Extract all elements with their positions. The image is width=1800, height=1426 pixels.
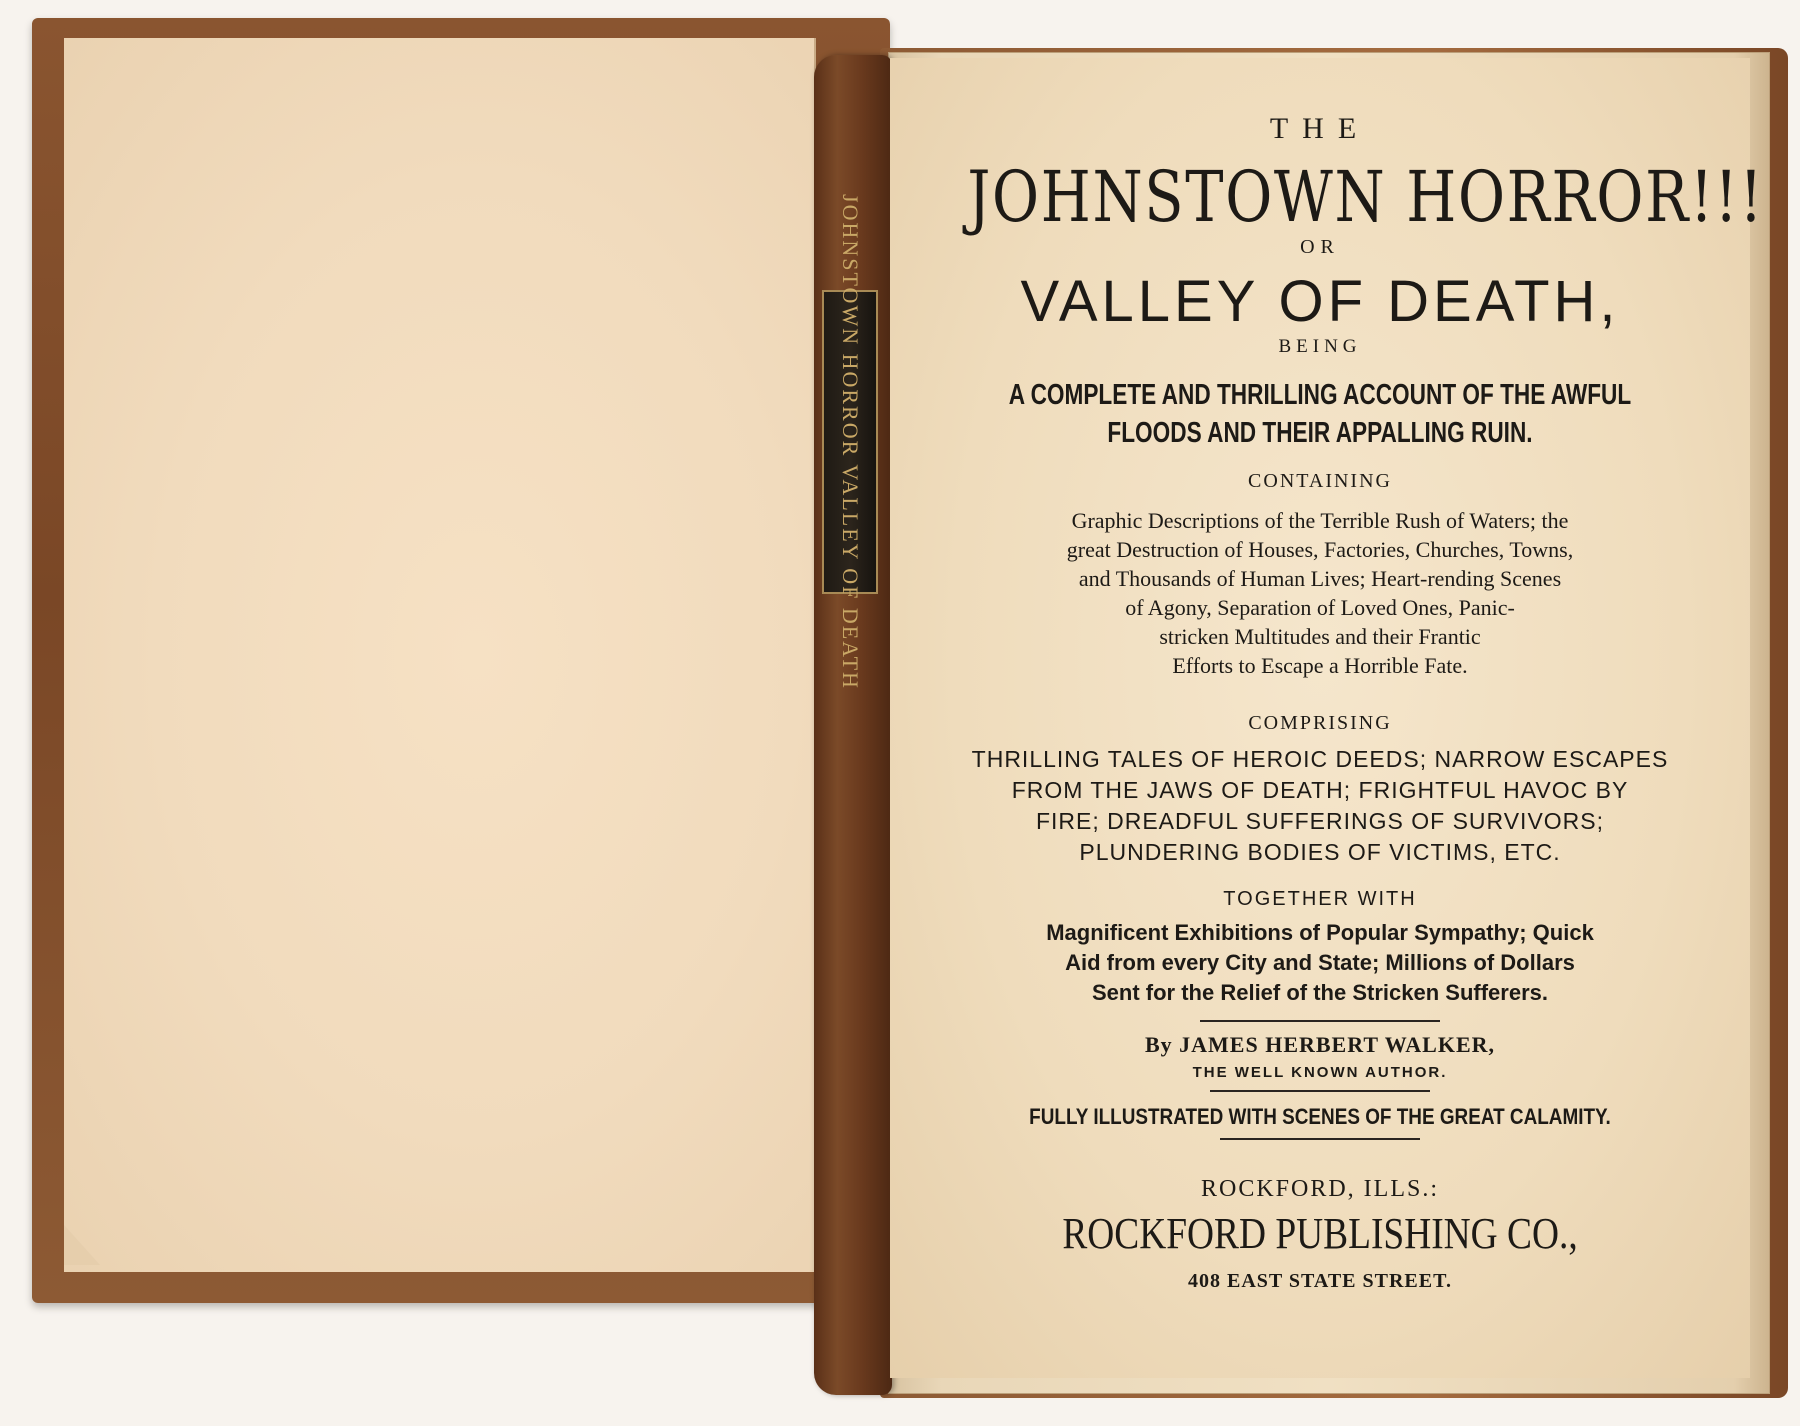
graphic-line: stricken Multitudes and their Frantic: [1159, 624, 1481, 649]
title-the: THE: [1269, 112, 1371, 145]
spine-title-text: JOHNSTOWN HORROR VALLEY OF DEATH: [838, 194, 863, 690]
magnificent-exhibitions-text: [890, 918, 1750, 1008]
magnificent-line: Magnificent Exhibitions of Popular Sympathy; Quick: [1046, 920, 1594, 945]
main-title: JOHNSTOWN HORROR!!!: [967, 156, 1765, 238]
divider-rule: [1210, 1090, 1430, 1092]
endpaper-corner-curl: [64, 1225, 100, 1265]
graphic-line: great Destruction of Houses, Factories, Churches, Towns,: [1066, 537, 1574, 562]
publisher-address: 408 EAST STATE STREET.: [1188, 1270, 1452, 1292]
subtitle: VALLEY OF DEATH,: [1020, 269, 1620, 334]
thrilling-tales-text: [890, 744, 1750, 868]
complete-line: A COMPLETE AND THRILLING ACCOUNT OF THE AWFUL: [1008, 379, 1632, 411]
title-or: OR: [1300, 236, 1340, 258]
magnificent-line: Sent for the Relief of the Stricken Sufferers.: [1092, 980, 1548, 1005]
together-with-heading: TOGETHER WITH: [1223, 888, 1417, 910]
thrilling-line: FIRE; DREADFUL SUFFERINGS OF SURVIVORS;: [1035, 808, 1605, 834]
magnificent-line: Aid from every City and State; Millions of Dollars: [1065, 950, 1575, 975]
containing-heading: CONTAINING: [1248, 470, 1392, 492]
complete-account-text: [985, 376, 1656, 452]
publication-place: ROCKFORD, ILLS.:: [1200, 1176, 1440, 1202]
title-being: BEING: [1278, 336, 1362, 357]
divider-rule: [1220, 1138, 1420, 1140]
divider-rule: [1200, 1020, 1440, 1022]
graphic-line: of Agony, Separation of Loved Ones, Panic-: [1125, 595, 1515, 620]
author-line: By JAMES HERBERT WALKER,: [1144, 1032, 1496, 1057]
thrilling-line: PLUNDERING BODIES OF VICTIMS, ETC.: [1079, 839, 1561, 865]
publisher-name: ROCKFORD PUBLISHING CO.,: [1062, 1209, 1578, 1258]
graphic-line: Graphic Descriptions of the Terrible Rush of Waters; the: [1071, 508, 1569, 533]
illustrated-note: FULLY ILLUSTRATED WITH SCENES OF THE GREAT CALAMITY.: [1029, 1104, 1611, 1129]
blank-endpaper: [64, 38, 816, 1272]
author-descriptor: THE WELL KNOWN AUTHOR.: [1192, 1064, 1448, 1081]
title-page: [890, 58, 1765, 1378]
graphic-line: Efforts to Escape a Horrible Fate.: [1172, 653, 1468, 678]
comprising-heading: COMPRISING: [1248, 712, 1392, 734]
graphic-descriptions-text: [890, 506, 1750, 680]
complete-line: FLOODS AND THEIR APPALLING RUIN.: [1107, 417, 1533, 449]
spine-title-label: [822, 194, 878, 690]
thrilling-line: FROM THE JAWS OF DEATH; FRIGHTFUL HAVOC BY: [1011, 777, 1629, 803]
thrilling-line: THRILLING TALES OF HEROIC DEEDS; NARROW ESCAPES: [971, 746, 1669, 772]
graphic-line: and Thousands of Human Lives; Heart-rending Scenes: [1078, 566, 1562, 591]
